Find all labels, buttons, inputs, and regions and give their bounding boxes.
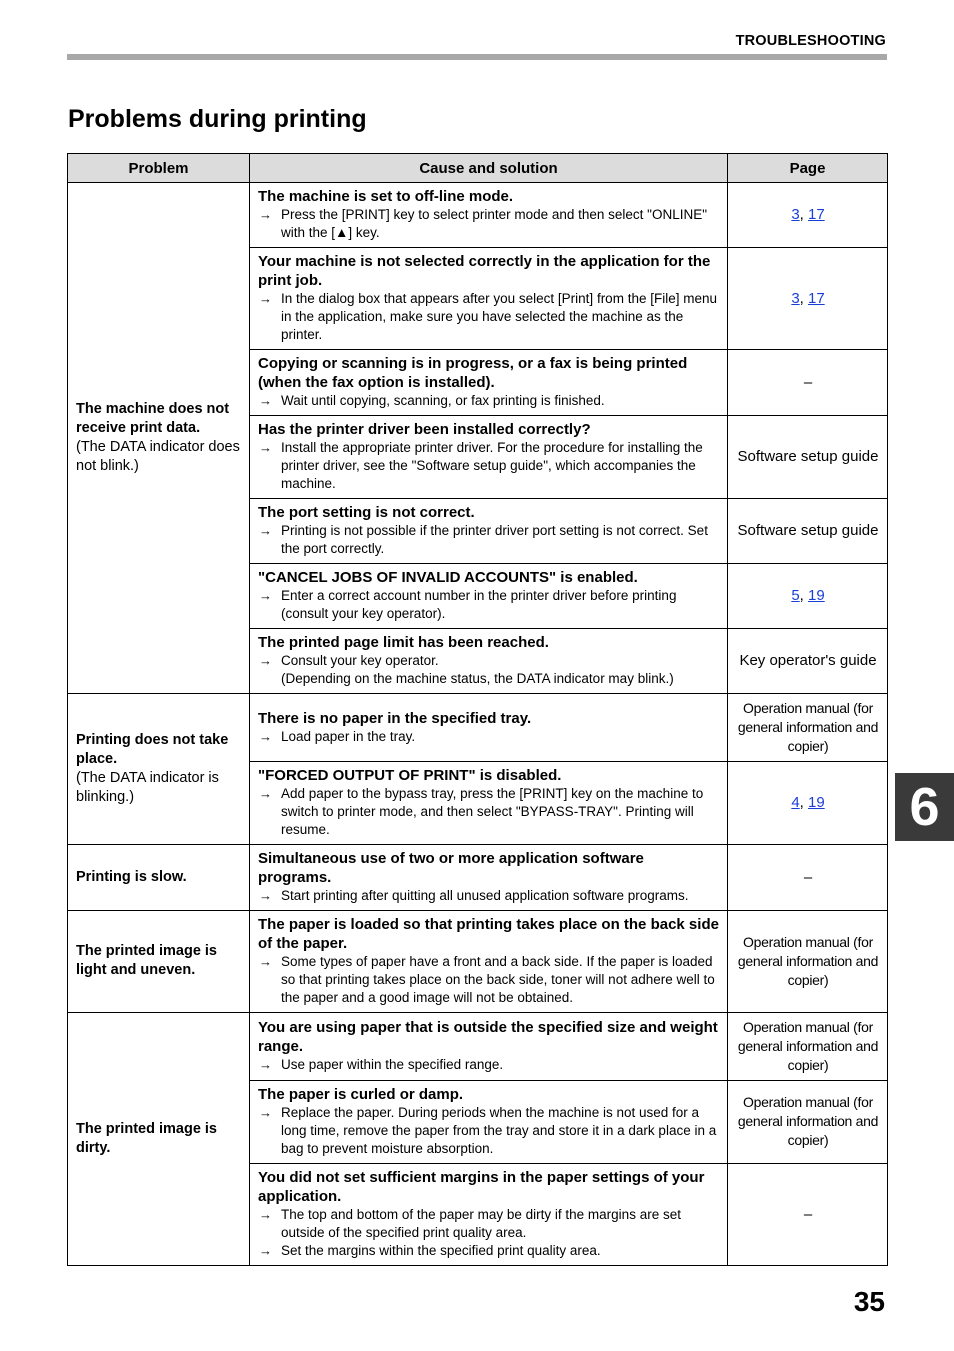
- solution-text: [258, 1104, 720, 1158]
- page-reference: Operation manual (for general information and copier): [737, 699, 879, 754]
- problem-note: (The DATA indicator is blinking.): [76, 769, 219, 805]
- problem-cell: [68, 1013, 250, 1266]
- cause-title: "CANCEL JOBS OF INVALID ACCOUNTS" is enabled.: [258, 569, 638, 586]
- right-arrow-icon: →: [259, 653, 272, 668]
- right-arrow-icon: →: [259, 888, 272, 903]
- solution-text: [258, 887, 720, 905]
- solution-text-part: Add paper to the bypass tray, press the [PRINT] key on the machine to switch to printer mode, and then select "BYPASS-TRAY". Printing will resume.: [281, 786, 704, 837]
- page-number: 35: [853, 1286, 885, 1317]
- page-link[interactable]: 3: [791, 289, 800, 307]
- right-arrow-icon: →: [259, 393, 272, 408]
- cause-title: Copying or scanning is in progress, or a fax is being printed (when the fax option is installed).: [258, 355, 688, 391]
- troubleshooting-table: [67, 153, 888, 1266]
- page-link[interactable]: 4: [791, 794, 800, 811]
- up-triangle-icon: ▲: [335, 225, 349, 240]
- solution-text-part: Set the margins within the specified print quality area.: [281, 1243, 601, 1258]
- cause-cell: [250, 1013, 728, 1081]
- solution-text-part: Some types of paper have a front and a back side. If the paper is loaded so that printing takes place on the back side, toner will not adhere well to the paper and a good image will not be obtained.: [281, 954, 715, 1005]
- cause-cell: [250, 911, 728, 1013]
- page-cell: 3, 17: [728, 183, 888, 248]
- right-arrow-icon: →: [259, 291, 272, 306]
- cause-title: You did not set sufficient margins in the paper settings of your application.: [258, 1169, 705, 1205]
- chapter-tab: 6: [895, 773, 954, 841]
- cause-title: Your machine is not selected correctly in the application for the print job.: [258, 253, 711, 289]
- section-header: TROUBLESHOOTING: [735, 33, 886, 49]
- cause-cell: [250, 183, 728, 248]
- right-arrow-icon: →: [259, 728, 272, 744]
- right-arrow-icon: →: [259, 207, 272, 222]
- header-rule: [67, 54, 887, 60]
- solution-text-part: Enter a correct account number in the printer driver before printing (consult your key operator).: [281, 588, 677, 621]
- page-reference: Operation manual (for general information and copier): [737, 1018, 879, 1073]
- cause-title: Has the printer driver been installed correctly?: [258, 421, 591, 438]
- page-link[interactable]: 3: [791, 206, 800, 223]
- solution-text: [258, 1242, 720, 1260]
- table-row: [68, 694, 888, 762]
- right-arrow-icon: →: [259, 440, 272, 455]
- page-cell: Software setup guide: [728, 416, 888, 499]
- cause-title: The machine is set to off-line mode.: [258, 188, 514, 205]
- solution-text: [258, 439, 720, 493]
- problem-title: The printed image is dirty.: [76, 1120, 217, 1156]
- solution-text: [258, 587, 720, 623]
- solution-text-part: The top and bottom of the paper may be dirty if the margins are set outside of the specified print quality area.: [281, 1207, 681, 1240]
- page-link[interactable]: 19: [808, 587, 825, 604]
- cause-cell: [250, 1081, 728, 1164]
- right-arrow-icon: →: [259, 1243, 272, 1258]
- page-cell: 3, 17: [728, 248, 888, 350]
- solution-text: [258, 290, 720, 344]
- table-row: [68, 1013, 888, 1081]
- column-header-problem: Problem: [68, 154, 250, 183]
- page-reference: Operation manual (for general information and copier): [737, 933, 879, 988]
- page-link[interactable]: 17: [808, 289, 825, 307]
- cause-cell: [250, 248, 728, 350]
- solution-text-part: ] key.: [348, 225, 380, 240]
- problem-cell: [68, 694, 250, 845]
- page-cell: –: [728, 350, 888, 416]
- cause-cell: [250, 629, 728, 694]
- solution-text-part: Printing is not possible if the printer driver port setting is not correct. Set the port correctly.: [281, 523, 708, 556]
- solution-text-part: Press the [PRINT] key to select printer mode and then select "ONLINE" with the [: [281, 207, 708, 240]
- right-arrow-icon: →: [259, 1057, 272, 1072]
- solution-text: [258, 652, 720, 670]
- page-cell: [728, 1013, 888, 1081]
- cause-cell: [250, 564, 728, 629]
- solution-text: [258, 392, 720, 410]
- solution-text: [258, 522, 720, 558]
- cause-cell: [250, 350, 728, 416]
- cause-cell: [250, 845, 728, 911]
- page-link[interactable]: 5: [791, 587, 800, 604]
- cause-cell: [250, 762, 728, 845]
- solution-text-part: Load paper in the tray.: [281, 728, 416, 744]
- page-cell: [728, 1081, 888, 1164]
- page-cell: 4, 19: [728, 762, 888, 845]
- cause-title: The paper is loaded so that printing takes place on the back side of the paper.: [258, 916, 719, 952]
- page-cell: 5, 19: [728, 564, 888, 629]
- cause-title: The paper is curled or damp.: [258, 1086, 464, 1103]
- solution-text: [258, 1056, 720, 1074]
- page-cell: Software setup guide: [728, 499, 888, 564]
- cause-title: You are using paper that is outside the specified size and weight range.: [258, 1019, 718, 1055]
- solution-text-part: Consult your key operator.: [281, 653, 439, 668]
- cause-cell: [250, 1164, 728, 1266]
- right-arrow-icon: →: [259, 786, 272, 801]
- problem-cell: [68, 911, 250, 1013]
- solution-text: [258, 785, 720, 839]
- page-reference: Operation manual (for general information and copier): [737, 1094, 879, 1148]
- cause-title: "FORCED OUTPUT OF PRINT" is disabled.: [258, 767, 562, 784]
- cause-title: The port setting is not correct.: [258, 504, 475, 521]
- page-cell: –: [728, 845, 888, 911]
- solution-text: [258, 1206, 720, 1242]
- table-row: [68, 183, 888, 248]
- right-arrow-icon: →: [259, 954, 272, 969]
- solution-text: [258, 206, 720, 242]
- solution-text: [258, 728, 720, 746]
- cause-title: Simultaneous use of two or more application software programs.: [258, 850, 644, 886]
- problem-title: The machine does not receive print data.: [76, 400, 230, 436]
- solution-text-part: Wait until copying, scanning, or fax printing is finished.: [281, 393, 605, 408]
- right-arrow-icon: →: [259, 523, 272, 538]
- page-cell: Key operator's guide: [728, 629, 888, 694]
- solution-text-part: Install the appropriate printer driver. For the procedure for installing the printer driver, see the "Software setup guide", which accompanies the machine.: [281, 440, 703, 491]
- right-arrow-icon: →: [259, 1105, 272, 1120]
- problem-title: Printing is slow.: [76, 868, 187, 885]
- cause-title: There is no paper in the specified tray.: [258, 709, 532, 727]
- cause-cell: [250, 499, 728, 564]
- table-row: [68, 845, 888, 911]
- cause-cell: [250, 416, 728, 499]
- solution-note: (Depending on the machine status, the DATA indicator may blink.): [281, 671, 674, 686]
- right-arrow-icon: →: [259, 588, 272, 603]
- solution-text-part: Replace the paper. During periods when the machine is not used for a long time, remove the paper from the tray and store it in a dark place in a bag to prevent moisture absorption.: [281, 1105, 717, 1156]
- solution-text: [258, 953, 720, 1007]
- page-link[interactable]: 17: [808, 206, 825, 223]
- table-row: [68, 911, 888, 1013]
- column-header-page: Page: [728, 154, 888, 183]
- problem-title: The printed image is light and uneven.: [76, 943, 217, 978]
- page-cell: –: [728, 1164, 888, 1266]
- page-link[interactable]: 19: [808, 794, 825, 811]
- problem-cell: [68, 845, 250, 911]
- problem-cell: [68, 183, 250, 694]
- page-title: Problems during printing: [68, 105, 367, 133]
- right-arrow-icon: →: [259, 1207, 272, 1222]
- cause-cell: [250, 694, 728, 762]
- solution-text-part: Use paper within the specified range.: [281, 1057, 504, 1072]
- problem-note: (The DATA indicator does not blink.): [76, 438, 240, 474]
- column-header-cause: Cause and solution: [250, 154, 728, 183]
- solution-text-part: In the dialog box that appears after you select [Print] from the [File] menu in the application, make sure you have selected the machine as the printer.: [281, 291, 717, 342]
- page-cell: [728, 694, 888, 762]
- cause-title: The printed page limit has been reached.: [258, 634, 549, 651]
- problem-title: Printing does not take place.: [76, 731, 229, 767]
- solution-text-part: Start printing after quitting all unused application software programs.: [281, 888, 689, 903]
- table-header-row: [68, 154, 888, 183]
- page-cell: [728, 911, 888, 1013]
